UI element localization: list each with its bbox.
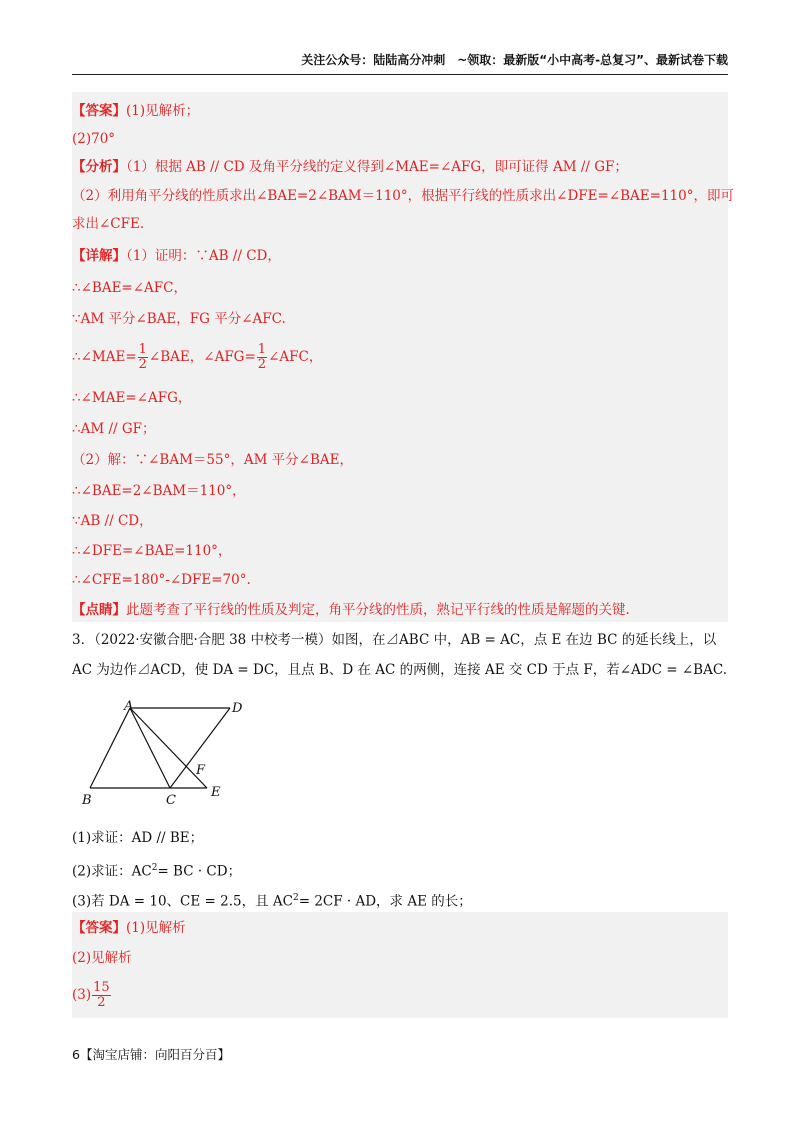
analysis-text-1: （1）根据 AB // CD 及角平分线的定义得到∠MAE=∠AFG，即可证得 AM // GF； [126,159,628,175]
detail-line-1 [72,246,281,266]
part-3-superscript: 2 [292,893,299,903]
question3-line-1 [72,630,716,650]
comment-text: 此题考查了平行线的性质及判定，角平分线的性质，熟记平行线的性质是解题的关键. [126,602,630,618]
analysis-text-2: （2）利用角平分线的性质求出∠BAE=2∠BAM＝110°，根据平行线的性质求出∠DFE=∠BAE=110°，即可 [72,188,734,204]
detail-text-4b: ∠BAE，∠AFG= [148,349,256,365]
answer-part2: (2)70° [72,131,116,147]
label-E: E [211,785,221,800]
detail-text-6: ∴AM // GF； [72,421,156,437]
page-footer [72,1045,230,1063]
part-2-text-b: = BC · CD； [157,863,242,880]
answer3-tag: 【答案】 [72,920,126,936]
detail-text-10: ∴∠DFE=∠BAE=110°， [72,543,232,559]
fraction-numerator: 1 [138,342,147,357]
header-text: 关注公众号：陆陆高分冲刺 ~领取：最新版“小中高考-总复习”、最新试卷下载 [301,53,728,67]
analysis-tag: 【分析】 [72,159,126,175]
geometry-diagram [80,698,260,810]
answer3-line-3 [72,978,112,1012]
label-C: C [166,793,176,808]
fraction-half-2 [257,343,267,372]
segment-AC [130,708,170,788]
answer3-part3: (3) [72,987,92,1003]
answer3-line-2 [72,948,132,968]
part-1 [72,828,203,848]
part-2-text-a: (2)求证：AC [72,863,152,880]
fraction-denominator: 2 [257,357,267,372]
detail-line-7 [72,450,353,470]
detail-text-8: ∴∠BAE=2∠BAM＝110°， [72,483,246,499]
page-header [72,52,728,75]
fraction-half-1 [138,343,148,372]
segment-AB [90,708,130,788]
part-2-superscript: 2 [151,863,158,873]
answer3-line-1 [72,918,186,938]
comment-line [72,600,630,620]
answer-tag: 【答案】 [72,103,126,119]
detail-text-1: （1）证明：∵AB // CD， [126,248,281,264]
geometry-figure [80,698,260,814]
part-1-text: (1)求证：AD // BE； [72,830,204,846]
analysis-text-3: 求出∠CFE. [72,216,145,232]
question3-line-2 [72,660,727,680]
question3-text-1: 3．（2022·安徽合肥·合肥 38 中校考一模）如图，在⊿ABC 中，AB = AC，点 E 在边 BC 的延长线上，以 [72,632,717,648]
part-2 [72,858,241,882]
analysis-line-2 [72,186,734,206]
question3-text-2: AC 为边作⊿ACD，使 DA = DC，且点 B、D 在 AC 的两侧，连接 AE 交 CD 于点 F，若∠ADC = ∠BAC. [72,662,727,678]
analysis-line-1 [72,157,628,177]
answer3-part2: (2)见解析 [72,950,132,966]
part-3 [72,888,472,912]
fraction-numerator: 1 [257,342,267,357]
part-3-text-a: (3)若 DA = 10、CE = 2.5，且 AC [72,893,293,910]
detail-tag: 【详解】 [72,248,126,264]
detail-text-4c: ∠AFC， [268,349,323,365]
detail-text-7: （2）解：∵∠BAM＝55°，AM 平分∠BAE， [72,452,354,468]
label-D: D [232,701,243,716]
analysis-line-3 [72,214,144,234]
detail-text-5: ∴∠MAE=∠AFG， [72,390,192,406]
detail-text-2: ∴∠BAE=∠AFC， [72,280,187,296]
detail-line-8 [72,481,246,501]
detail-line-3 [72,309,286,329]
detail-line-11 [72,570,251,590]
detail-line-6 [72,419,156,439]
label-A: A [124,699,134,714]
detail-text-9: ∵AB // CD， [72,513,153,529]
detail-text-11: ∴∠CFE=180°-∠DFE=70°. [72,572,251,588]
detail-line-5 [72,388,191,408]
part-3-text-b: = 2CF · AD，求 AE 的长； [298,893,472,910]
answer-line-2 [72,129,115,149]
fraction-fifteen-halves [92,981,111,1010]
footer-text: 6【淘宝店铺：向阳百分百】 [72,1047,230,1062]
detail-line-9 [72,511,153,531]
detail-line-10 [72,541,231,561]
fraction-numerator: 15 [93,980,110,995]
detail-line-4 [72,340,322,374]
label-F: F [196,763,206,778]
fraction-denominator: 2 [138,357,147,372]
answer-part1: (1)见解析； [126,103,200,119]
detail-text-4a: ∴∠MAE= [72,349,137,365]
detail-line-2 [72,278,187,298]
label-B: B [82,793,92,808]
detail-text-3: ∵AM 平分∠BAE，FG 平分∠AFC. [72,311,286,327]
answer-line-1 [72,101,199,121]
answer3-part1: (1)见解析 [126,920,186,936]
comment-tag: 【点睛】 [72,602,126,618]
fraction-denominator: 2 [97,995,106,1010]
